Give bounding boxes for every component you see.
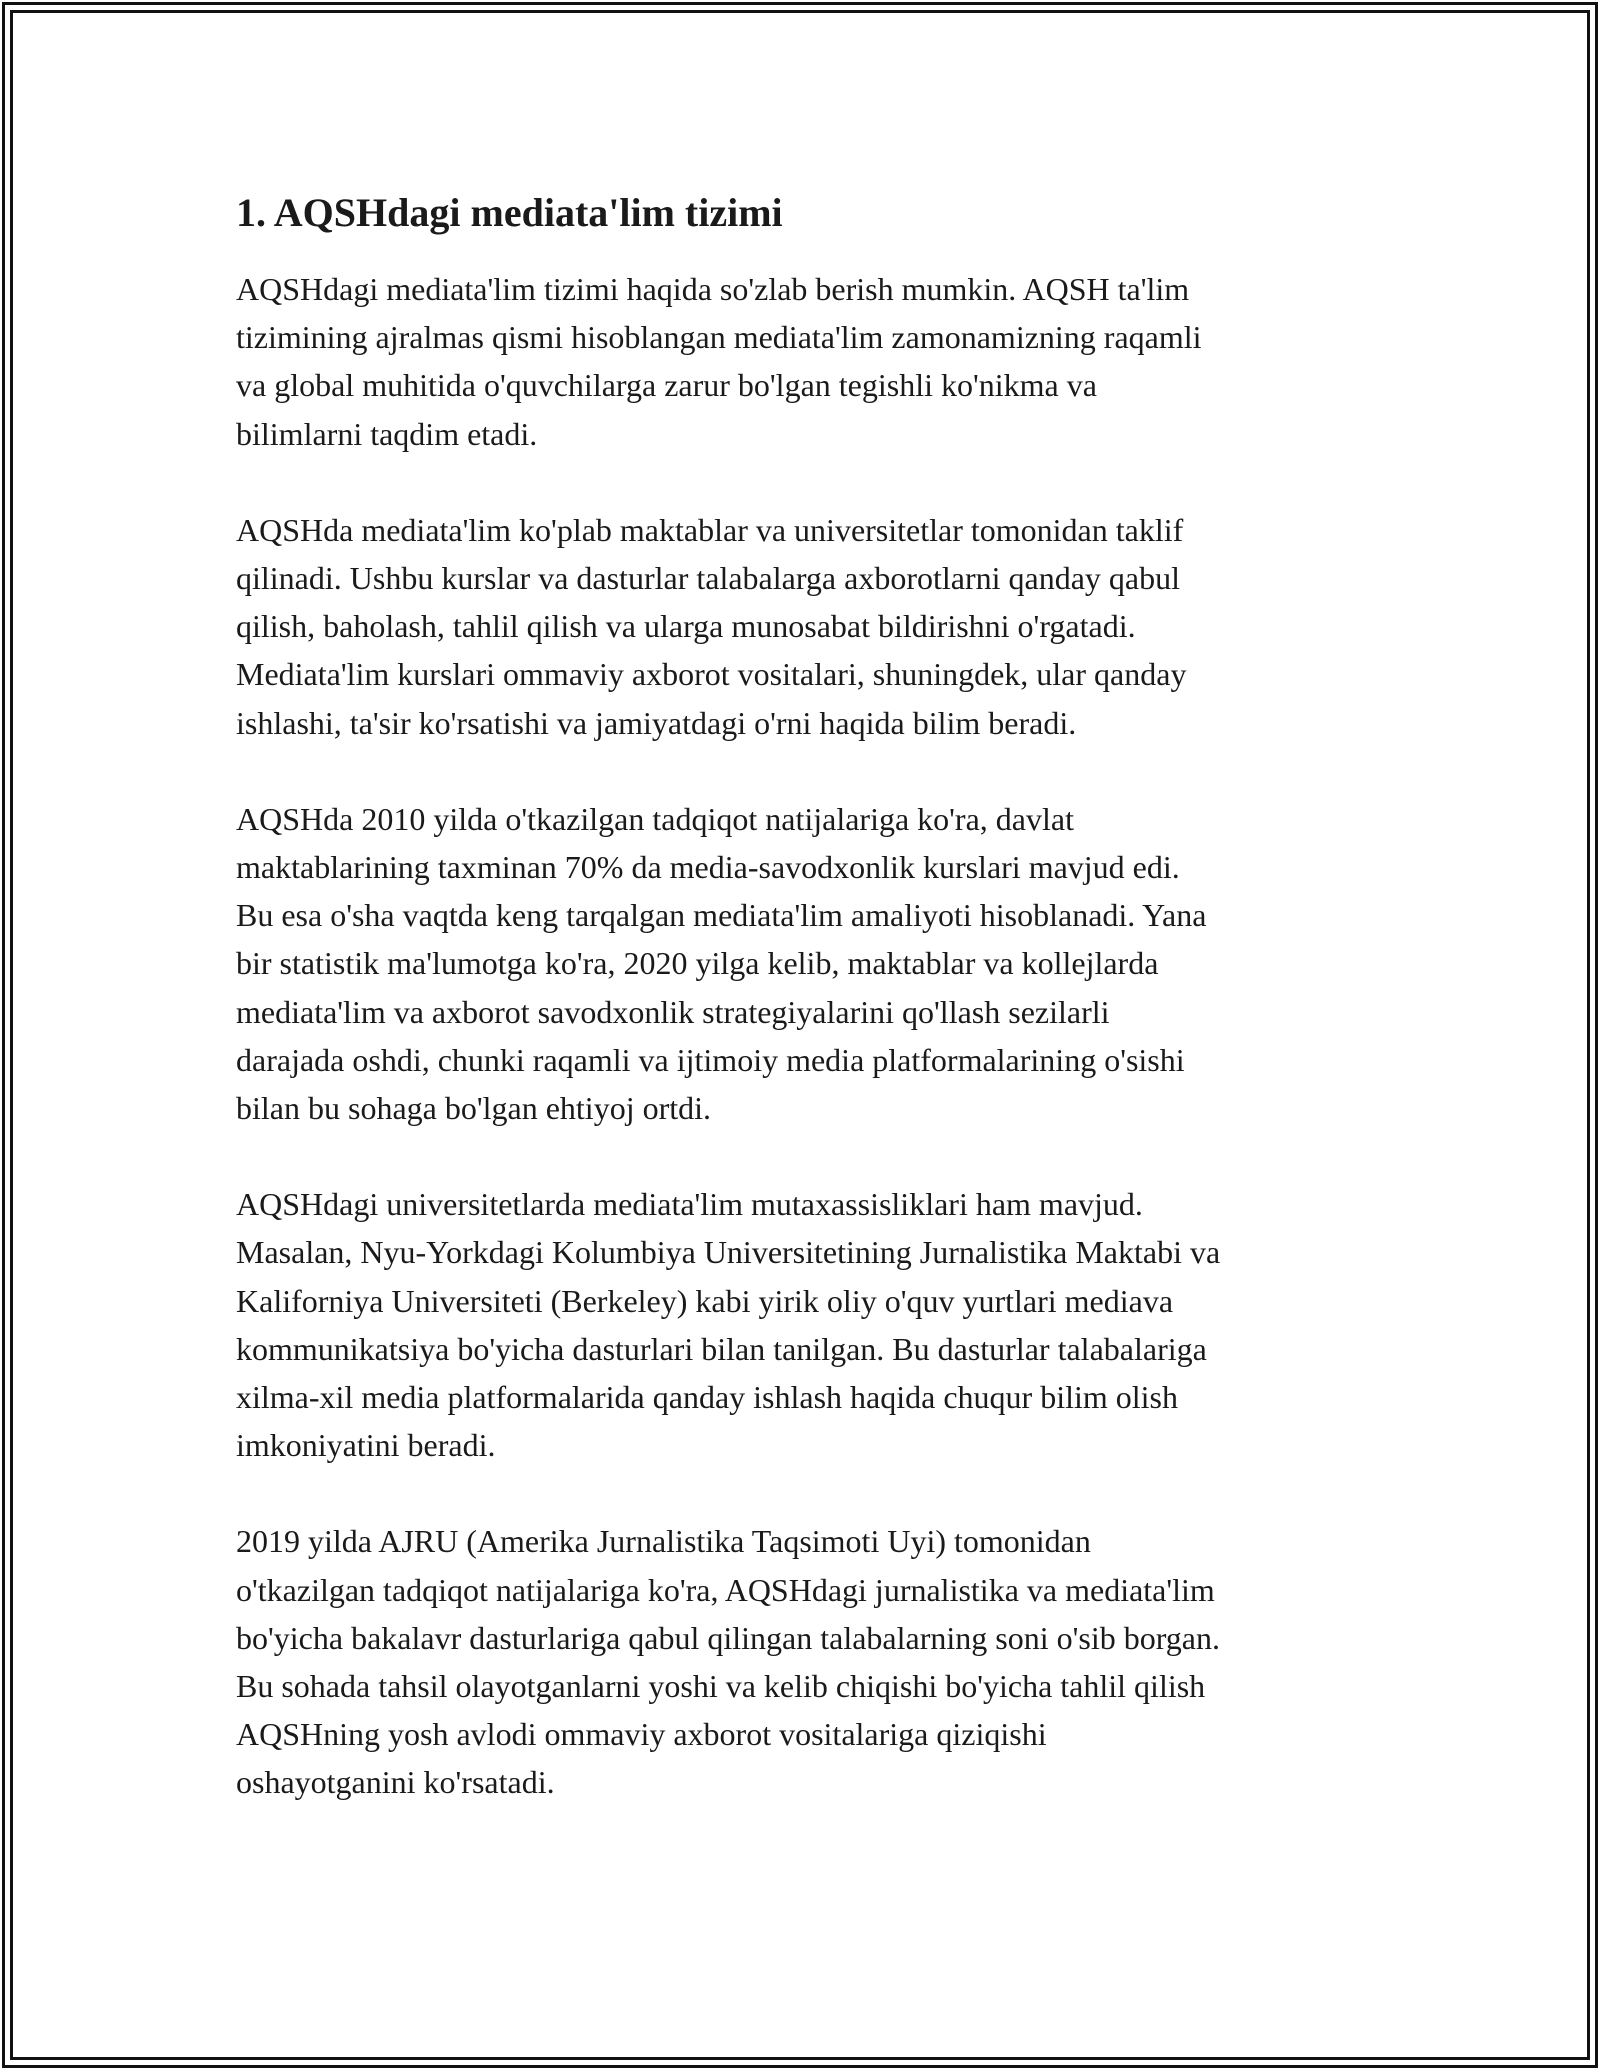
- document-body: [236, 185, 1386, 1855]
- paragraph-intro: AQSHdagi mediata'lim tizimi haqida so'zlab berish mumkin. AQSH ta'lim tizimining ajralmas qismi hisoblangan mediata'lim zamonamizning raqamli va global muhitida o'quvchilarga zarur bo'lgan tegishli ko'nikma va bilimlarni taqdim etadi.: [236, 271, 1202, 452]
- section-heading: 1. AQSHdagi mediata'lim tizimi: [236, 190, 783, 235]
- paragraph-courses: AQSHda mediata'lim ko'plab maktablar va universitetlar tomonidan taklif qilinadi. Ushbu kurslar va dasturlar talabalarga axborotlarni qanday qabul qilish, baholash, tahlil qilish va ularga munosabat bildirishni o'rgatadi. Mediata'lim kurslari ommaviy axborot vositalari, shuningdek, ular qanday ishlashi, ta'sir ko'rsatishi va jamiyatdagi o'rni haqida bilim beradi.: [236, 511, 1187, 741]
- paragraph-statistics: AQSHda 2010 yilda o'tkazilgan tadqiqot natijalariga ko'ra, davlat maktablarining taxminan 70% da media-savodxonlik kurslari mavjud edi. Bu esa o'sha vaqtda keng tarqalgan mediata'lim amaliyoti hisoblanadi. Yana bir statistik ma'lumotga ko'ra, 2020 yilga kelib, maktablar va kollejlarda mediata'lim va axborot savodxonlik strategiyalarini qo'llash sezilarli darajada oshdi, chunki raqamli va ijtimoiy media platformalarining o'sishi bilan bu sohaga bo'lgan ehtiyoj ortdi.: [236, 800, 1207, 1127]
- paragraph-study-2019: 2019 yilda AJRU (Amerika Jurnalistika Taqsimoti Uyi) tomonidan o'tkazilgan tadqiqot natijalariga ko'ra, AQSHdagi jurnalistika va mediata'lim bo'yicha bakalavr dasturlariga qabul qilingan talabalarning soni o'sib borgan. Bu sohada tahsil olayotganlarni yoshi va kelib chiqishi bo'yicha tahlil qilish AQSHning yosh avlodi ommaviy axborot vositalariga qiziqishi oshayotganini ko'rsatadi.: [236, 1523, 1220, 1801]
- paragraph-universities: AQSHdagi universitetlarda mediata'lim mutaxassisliklari ham mavjud. Masalan, Nyu-Yorkdagi Kolumbiya Universitetining Jurnalistika Maktabi va Kaliforniya Universiteti (Berkeley) kabi yirik oliy o'quv yurtlari mediava kommunikatsiya bo'yicha dasturlari bilan tanilgan. Bu dasturlar talabalariga xilma-xil media platformalarida qanday ishlash haqida chuqur bilim olish imkoniyatini beradi.: [236, 1186, 1221, 1464]
